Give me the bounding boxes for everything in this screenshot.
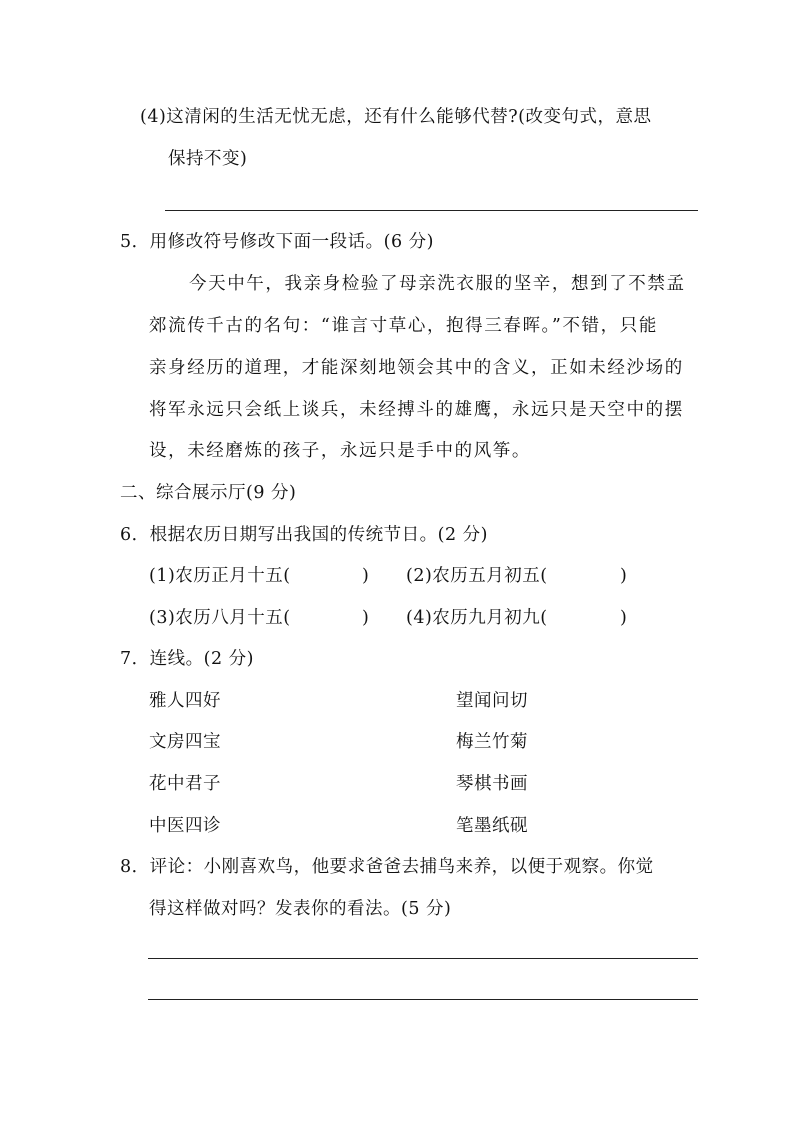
q5-passage-line1: 今天中午，我亲身检验了母亲洗衣服的坚辛，想到了不禁孟: [189, 274, 686, 294]
q7-right-item4[interactable]: 笔墨纸砚: [456, 816, 528, 836]
q6-item2-blank[interactable]: [546, 564, 620, 588]
q8-answer-line1[interactable]: [148, 958, 698, 959]
q6-item1-blank[interactable]: [287, 564, 362, 588]
q6-item2-close: ): [620, 566, 627, 586]
q4-4-text-line2: 保持不变): [168, 149, 248, 169]
q6-item3-label: (3)农历八月十五(: [149, 608, 291, 628]
q8-text-line1: 8．评论：小刚喜欢鸟，他要求爸爸去捕鸟来养，以便于观察。你觉: [120, 857, 654, 877]
q8-text-line2: 得这样做对吗？发表你的看法。(5 分): [149, 899, 452, 919]
q7-right-item2[interactable]: 梅兰竹菊: [456, 732, 528, 752]
q7-left-item4[interactable]: 中医四诊: [149, 816, 221, 836]
q6-item1-close: ): [362, 566, 369, 586]
q5-passage-line2: 郊流传千古的名句：“谁言寸草心，抱得三春晖。”不错，只能: [149, 316, 658, 336]
q6-item3-blank[interactable]: [287, 606, 362, 630]
q4-4-answer-line[interactable]: [165, 210, 698, 211]
q7-left-item1[interactable]: 雅人四好: [149, 691, 221, 711]
q5-passage-line5: 设，未经磨炼的孩子，永远只是手中的风筝。: [149, 441, 531, 461]
q7-right-item3[interactable]: 琴棋书画: [456, 774, 528, 794]
q4-4-text-line1: (4)这清闲的生活无忧无虑，还有什么能够代替?(改变句式，意思: [140, 107, 652, 127]
q6-item4-close: ): [620, 608, 627, 628]
q5-title: 5．用修改符号修改下面一段话。(6 分): [120, 232, 434, 252]
q6-item1-label: (1)农历正月十五(: [149, 566, 291, 586]
q5-passage-line3: 亲身经历的道理，才能深刻地领会其中的含义，正如未经沙场的: [149, 358, 684, 378]
q5-passage-line4: 将军永远只会纸上谈兵，未经搏斗的雄鹰，永远只是天空中的摆: [149, 400, 684, 420]
q7-right-item1[interactable]: 望闻问切: [456, 691, 528, 711]
q8-answer-line2[interactable]: [148, 999, 698, 1000]
section2-title: 二、综合展示厅(9 分): [120, 483, 297, 503]
q7-title: 7．连线。(2 分): [120, 649, 254, 669]
q7-left-item3[interactable]: 花中君子: [149, 774, 221, 794]
q6-item3-close: ): [362, 608, 369, 628]
q6-item4-blank[interactable]: [546, 606, 620, 630]
q6-title: 6．根据农历日期写出我国的传统节日。(2 分): [120, 525, 488, 545]
q6-item2-label: (2)农历五月初五(: [406, 566, 548, 586]
q7-left-item2[interactable]: 文房四宝: [149, 732, 221, 752]
q6-item4-label: (4)农历九月初九(: [406, 608, 548, 628]
